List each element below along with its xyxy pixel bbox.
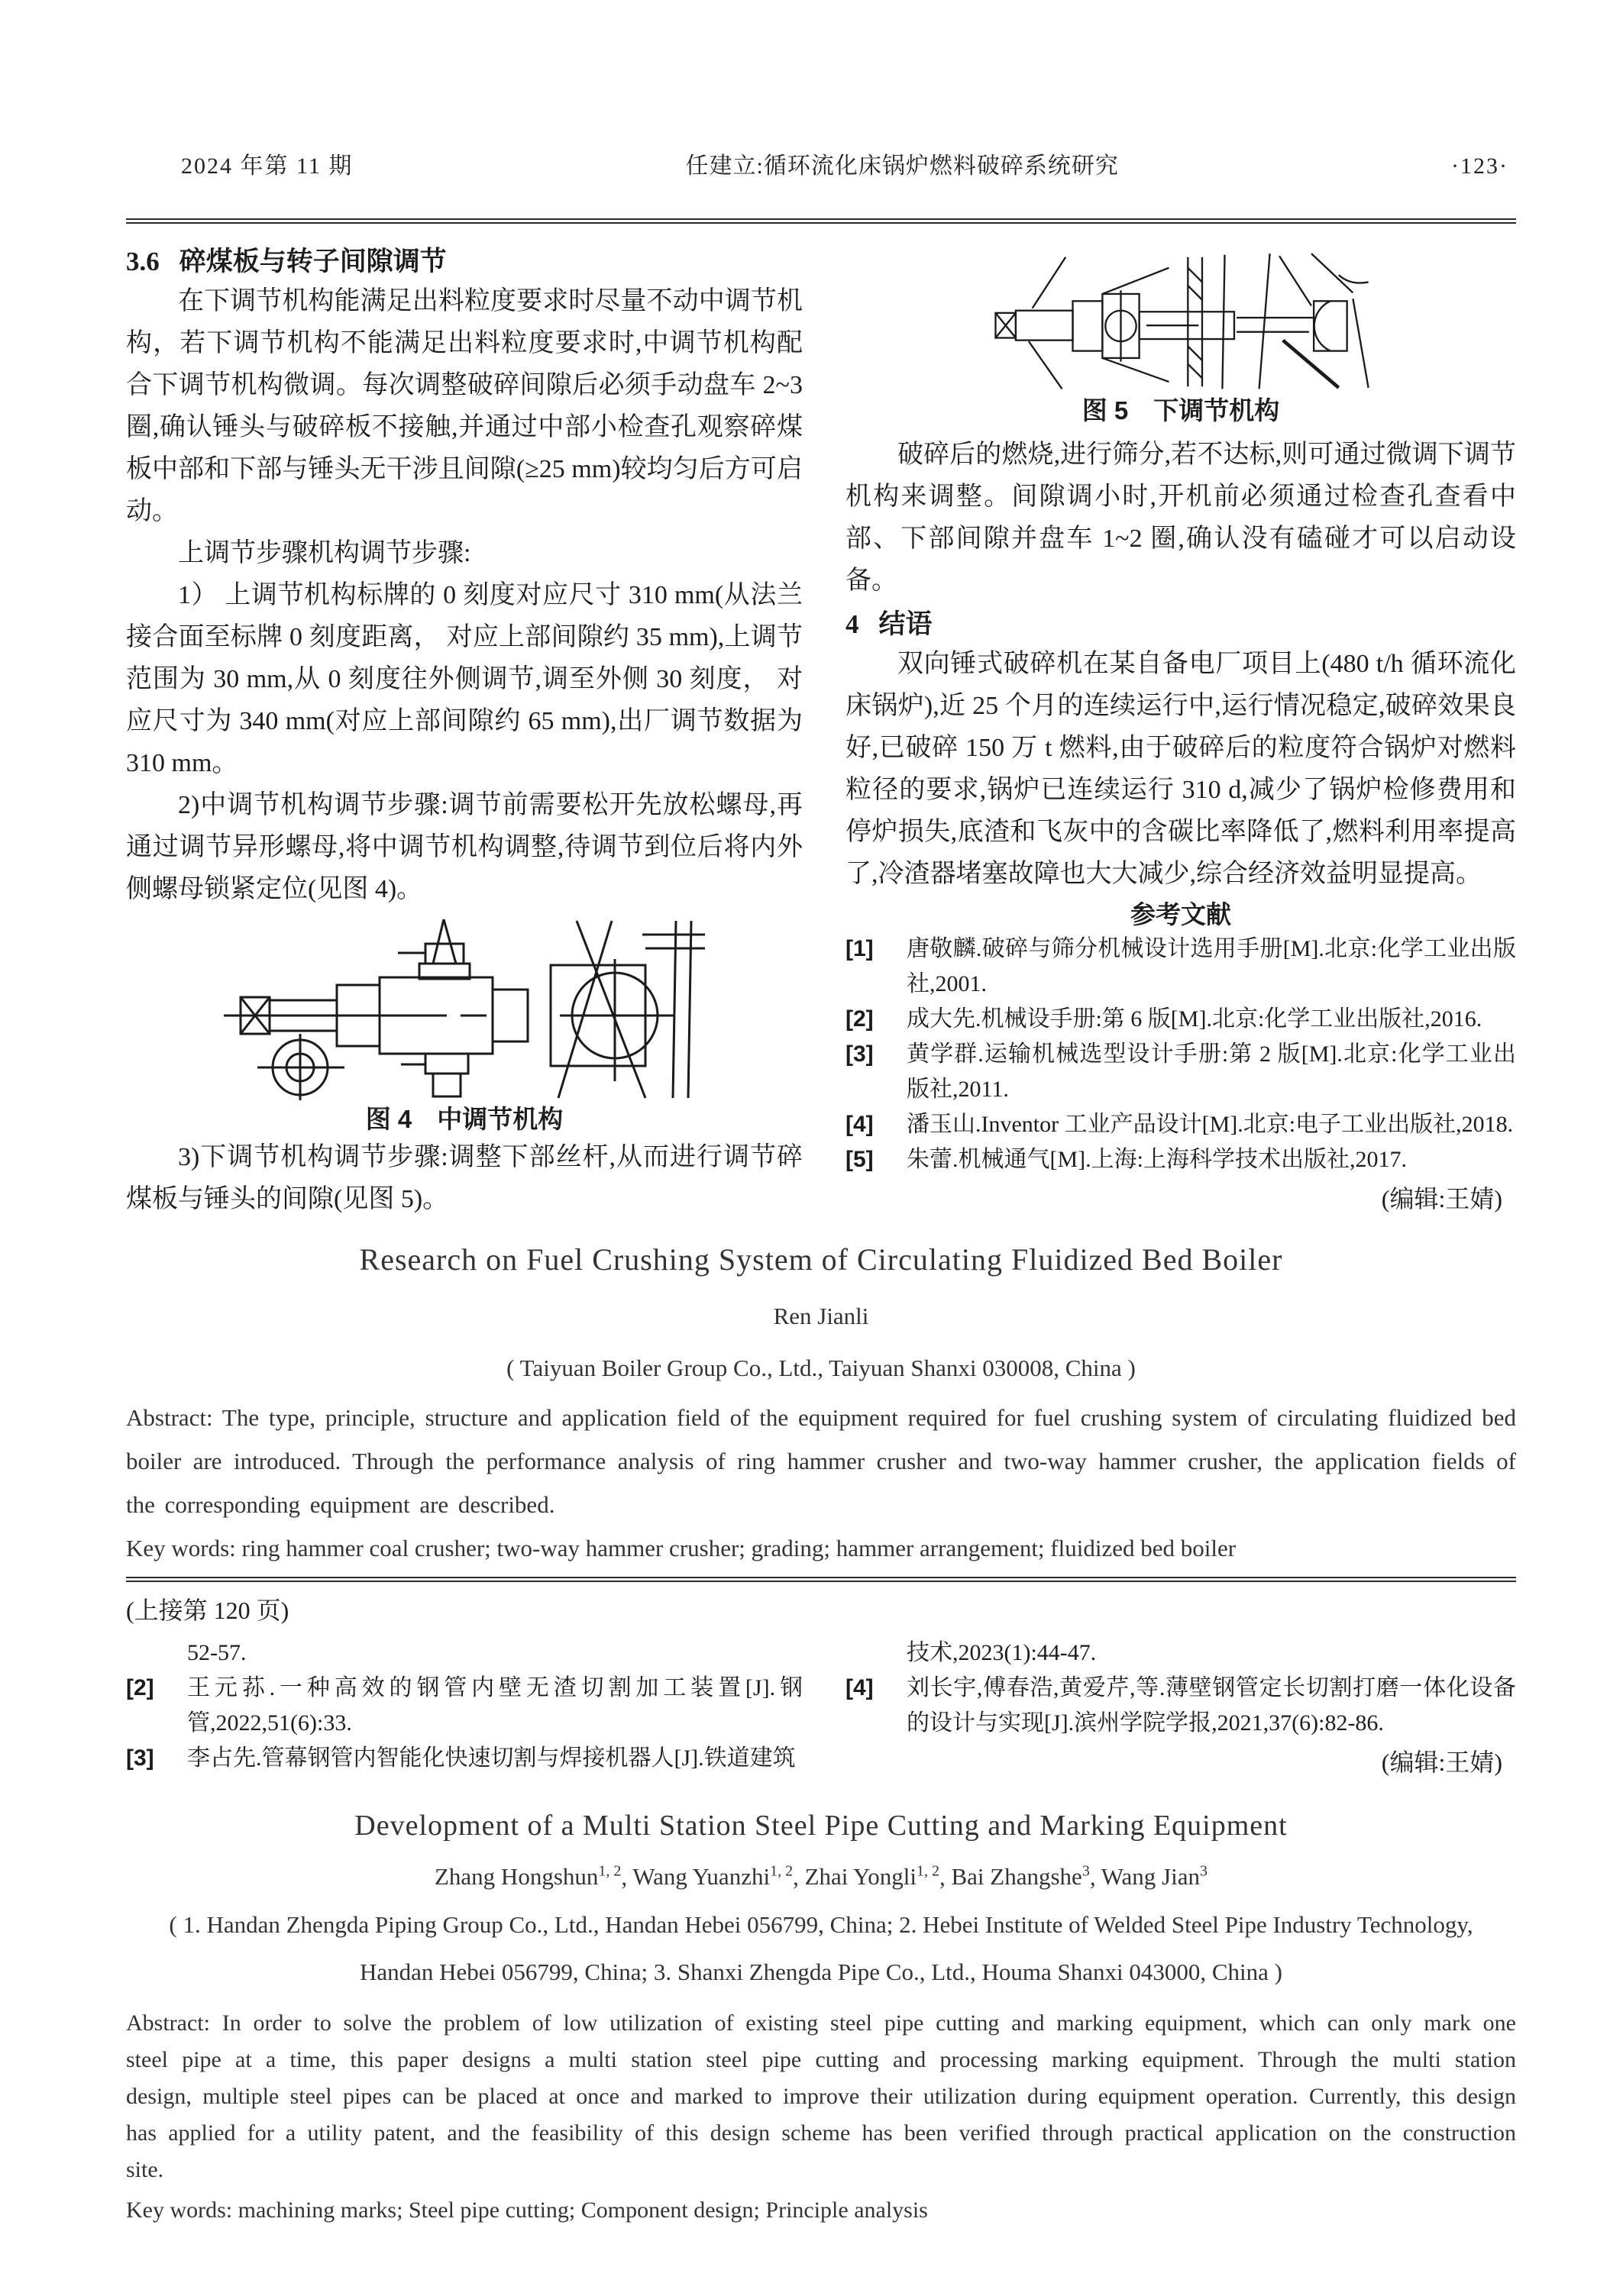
page-number: ·123· <box>1451 153 1508 179</box>
body-columns <box>126 244 1516 1220</box>
reference-text: 唐敬麟.破碎与筛分机械设计选用手册[M].北京:化学工业出版社,2001. <box>906 936 1516 996</box>
reference-label: [4] <box>845 1112 874 1137</box>
references-heading: 参考文献 <box>1130 900 1231 928</box>
reference-label: [4] <box>845 1675 874 1700</box>
paper2-affiliation: ( 1. Handan Zhengda Piping Group Co., Ltd., Handan Hebei 056799, China; 2. Hebei Institute of Welded Steel Pipe Industry Technology, Handan Hebei 056799, China; 3. Shanxi Zhengda Pipe Co., Ltd., Houma Shanxi 043000, China ) <box>169 1911 1473 1986</box>
figure4-drawing <box>218 918 706 1101</box>
section-number: 3.6 <box>126 247 160 276</box>
paper2-title: Development of a Multi Station Steel Pipe Cutting and Marking Equipment <box>354 1810 1288 1842</box>
figure5-drawing <box>990 251 1372 392</box>
paper1-title: Research on Fuel Crushing System of Circulating Fluidized Bed Boiler <box>359 1242 1283 1277</box>
author-name: Bai Zhangshe$^3$ <box>951 1863 1090 1891</box>
paragraph: 在下调节机构能满足出料粒度要求时尽量不动中调节机构，若下调节机构不能满足出料粒度要求时,中调节机构配合下调节机构微调。每次调整破碎间隙后必须手动盘车 2~3 圈,确认锤头与破碎板不接触,并通过中部小检查孔观察碎煤板中部和下部与锤头无干涉且间隙(≥25 mm)较均匀后方可启动。 <box>126 287 803 525</box>
paragraph: 3)下调节机构调节步骤:调整下部丝杆,从而进行调节碎煤板与锤头的间隙(见图 5)。 <box>126 1143 803 1213</box>
paragraph: 破碎后的燃烧,进行筛分,若不达标,则可通过微调下调节机构来调整。间隙调小时,开机前必须通过检查孔查看中部、下部间隙并盘车 1~2 圈,确认没有磕碰才可以启动设备。 <box>845 441 1516 595</box>
paragraph: 2)中调节机构调节步骤:调节前需要松开先放松螺母,再通过调节异形螺母,将中调节机构调整,待调节到位后将内外侧螺母锁紧定位(见图 4)。 <box>126 791 803 903</box>
author-name: Wang Jian$^3$ <box>1101 1863 1208 1891</box>
author-name: Wang Yuanzhi$^{1, 2}$ <box>632 1863 794 1891</box>
keywords-label: Key words: <box>126 2198 233 2223</box>
keywords-text: machining marks; Steel pipe cutting; Component design; Principle analysis <box>238 2198 928 2223</box>
editor-credit: (编辑:王婧) <box>1381 1185 1502 1213</box>
keywords-text: ring hammer coal crusher; two-way hammer crusher; grading; hammer arrangement; fluidized bed boiler <box>241 1535 1237 1561</box>
reference-text: 朱蕾.机械通气[M].上海:上海科学技术出版社,2017. <box>906 1147 1407 1172</box>
running-title: 任建立:循环流化床锅炉燃料破碎系统研究 <box>685 153 1119 179</box>
paper1-keywords <box>126 1529 1516 1568</box>
reference-item <box>845 932 1516 1002</box>
figure4-caption: 图 4 中调节机构 <box>365 1105 564 1133</box>
journal-issue: 2024 年第 11 期 <box>181 153 354 179</box>
abstract-label: Abstract: <box>126 1404 213 1431</box>
reference-text: 黄学群.运输机械选型设计手册:第 2 版[M].北京:化学工业出版社,2011. <box>906 1041 1516 1102</box>
section-title: 结语 <box>878 609 933 639</box>
page-header <box>126 147 1516 180</box>
reference-item <box>126 1636 803 1671</box>
reference-text: 刘长宇,傅春浩,黄爱芹,等.薄壁钢管定长切割打磨一体化设备的设计与实现[J].滨州学院学报,2021,37(6):82-86. <box>906 1675 1516 1736</box>
paper2-keywords <box>126 2193 1516 2228</box>
reference-item <box>845 1671 1516 1741</box>
reference-item <box>845 1002 1516 1037</box>
reference-text: 李占先.管幕钢管内智能化快速切割与焊接机器人[J].铁道建筑 <box>187 1745 796 1771</box>
section-title: 碎煤板与转子间隙调节 <box>179 247 447 276</box>
paragraph: 双向锤式破碎机在某自备电厂项目上(480 t/h 循环流化床锅炉),近 25 个月的连续运行中,运行情况稳定,破碎效果良好,已破碎 150 万 t 燃料,由于破碎后的粒度符合锅炉对燃料粒径的要求,锅炉已连续运行 310 d,减少了锅炉检修费用和停炉损失,底渣和飞灰中的含碳比率降低了,燃料利用率提高了,冷渣器堵塞故障也大大减少,综合经济效益明显提高。 <box>845 650 1516 888</box>
paper2-abstract <box>126 2005 1516 2188</box>
paper1-abstract <box>126 1396 1516 1526</box>
continuation-columns <box>126 1636 1516 1781</box>
continuation-right <box>845 1636 1516 1781</box>
paper1-author: Ren Jianli <box>773 1303 869 1329</box>
paper2-authors: Zhang Hongshun$^{1, 2}$, Wang Yuanzhi$^{1, 2}$, Zhai Yongli$^{1, 2}$, Bai Zhangshe$^3$, Wang Jian$^3$ <box>434 1863 1208 1891</box>
continued-from-marker: (上接第 120 页) <box>126 1597 289 1624</box>
right-column <box>845 244 1516 1220</box>
section-number: 4 <box>845 609 859 639</box>
reference-label: [3] <box>126 1745 154 1771</box>
english-abstract-block-1 <box>126 1240 1516 1568</box>
paper1-affiliation: ( Taiyuan Boiler Group Co., Ltd., Taiyuan Shanxi 030008, China ) <box>506 1355 1136 1381</box>
section-heading-3-6 <box>126 244 803 280</box>
abstract-label: Abstract: <box>126 2010 210 2036</box>
reference-item <box>126 1671 803 1741</box>
header-rule <box>126 218 1516 224</box>
reference-item <box>845 1142 1516 1177</box>
reference-label: [5] <box>845 1147 874 1172</box>
english-abstract-block-2 <box>126 1807 1516 2228</box>
reference-label: [3] <box>845 1041 874 1067</box>
figure-4 <box>126 918 803 1101</box>
reference-item <box>845 1107 1516 1142</box>
reference-text: 成大先.机械设手册:第 6 版[M].北京:化学工业出版社,2016. <box>906 1006 1482 1032</box>
paragraph: 1） 上调节机构标牌的 0 刻度对应尺寸 310 mm(从法兰接合面至标牌 0 刻度距离， 对应上部间隙约 35 mm),上调节范围为 30 mm,从 0 刻度往外侧调节,调至外侧 30 刻度， 对应尺寸为 340 mm(对应上部间隙约 65 mm),出厂调节数据为 310 mm。 <box>126 581 803 777</box>
section-heading-4 <box>845 606 1516 643</box>
figure5-caption: 图 5 下调节机构 <box>1081 396 1280 425</box>
abstract-text: In order to solve the problem of low utilization of existing steel pipe cutting and marking equipment, which can only mark one steel pipe at a time, this paper designs a multi station steel pipe cutting and processing marking equipment. Through the multi station design, multiple steel pipes can be placed at once and marked to improve their utilization during equipment operation. Currently, this design has applied for a utility patent, and the feasibility of this design scheme has been verified through practical application on the construction site. <box>126 2010 1516 2183</box>
reference-item <box>845 1636 1516 1671</box>
continuation-left <box>126 1636 803 1781</box>
reference-label: [2] <box>845 1006 874 1032</box>
reference-label: [2] <box>126 1675 154 1700</box>
paragraph: 上调节步骤机构调节步骤: <box>178 539 471 567</box>
reference-label: [1] <box>845 936 874 961</box>
section-rule <box>126 1577 1516 1582</box>
left-column <box>126 244 803 1220</box>
figure-5 <box>845 251 1516 392</box>
abstract-text: The type, principle, structure and application field of the equipment required for fuel crushing system of circulating fluidized bed boiler are introduced. Through the performance analysis of ring hammer crusher and two-way hammer crusher, the application fields of the corresponding equipment are described. <box>126 1404 1516 1518</box>
reference-item <box>845 1037 1516 1107</box>
reference-text: 技术,2023(1):44-47. <box>906 1640 1097 1665</box>
author-name: Zhai Yongli$^{1, 2}$ <box>804 1863 939 1891</box>
reference-text: 52-57. <box>187 1640 247 1665</box>
reference-text: 王元荪.一种高效的钢管内壁无渣切割加工装置[J].钢管,2022,51(6):33. <box>187 1675 803 1736</box>
editor-credit: (编辑:王婧) <box>1381 1749 1502 1776</box>
keywords-label: Key words: <box>126 1535 236 1561</box>
reference-text: 潘玉山.Inventor 工业产品设计[M].北京:电子工业出版社,2018. <box>906 1112 1514 1137</box>
reference-item <box>126 1741 803 1776</box>
author-name: Zhang Hongshun$^{1, 2}$ <box>434 1863 622 1891</box>
